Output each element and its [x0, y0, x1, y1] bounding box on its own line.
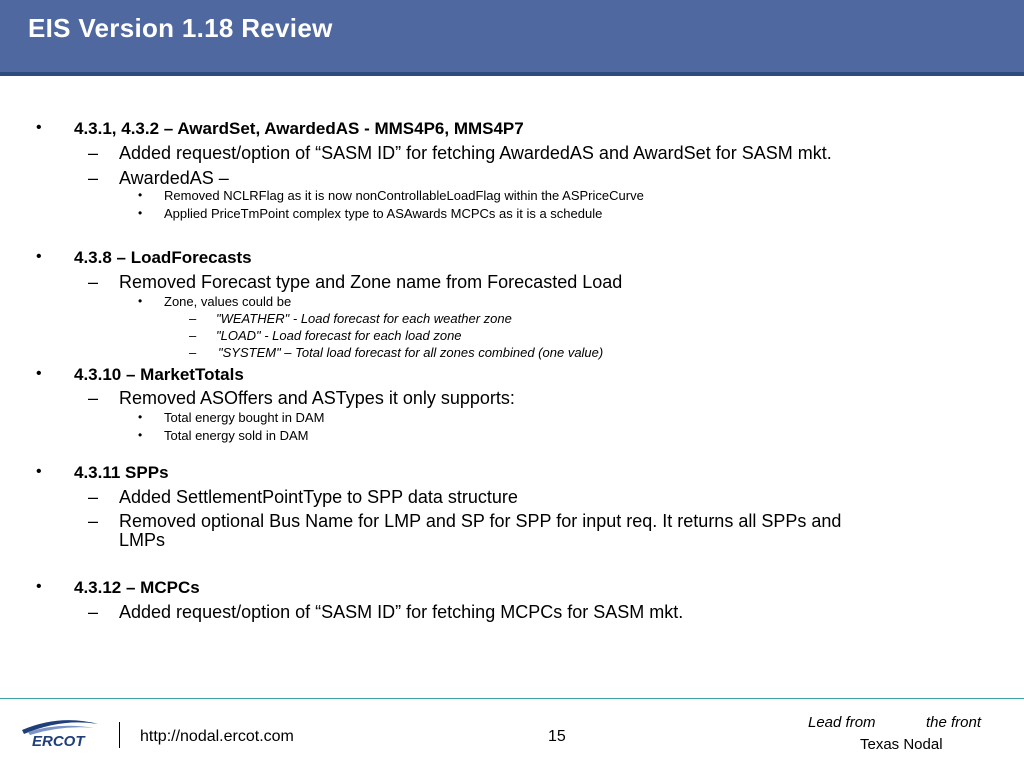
footer-url-link[interactable]: http://nodal.ercot.com: [140, 728, 294, 745]
list-item: Removed ASOffers and ASTypes it only supports:: [119, 388, 515, 408]
ercot-logo: [18, 712, 102, 752]
dash-marker: –: [88, 168, 99, 188]
tagline-left: Lead from: [808, 714, 876, 731]
bullet-marker: •: [36, 365, 42, 382]
dash-marker: –: [88, 272, 99, 292]
bullet-marker: •: [36, 578, 42, 595]
list-item: Removed Forecast type and Zone name from Forecasted Load: [119, 272, 623, 292]
bullet-marker: •: [138, 188, 143, 202]
dash-marker: –: [88, 388, 99, 408]
dash-marker: –: [88, 487, 99, 507]
list-item: Added request/option of “SASM ID” for fetching AwardedAS and AwardSet for SASM mkt.: [119, 143, 832, 163]
bullet-marker: •: [36, 463, 42, 480]
section-heading-5: 4.3.12 – MCPCs: [74, 578, 200, 597]
list-item: Total energy bought in DAM: [164, 410, 325, 425]
section-heading-2: 4.3.8 – LoadForecasts: [74, 248, 252, 267]
title-bar: [0, 0, 1024, 76]
logo-text: ERCOT: [32, 733, 85, 750]
list-item: Total energy sold in DAM: [164, 428, 309, 443]
bullet-marker: •: [138, 206, 143, 220]
list-item: "WEATHER" - Load forecast for each weather zone: [216, 311, 512, 326]
footer-separator: [119, 722, 120, 748]
dash-marker: –: [88, 602, 99, 622]
list-item-continuation: LMPs: [119, 530, 166, 550]
section-heading-3: 4.3.10 – MarketTotals: [74, 365, 244, 384]
footer-divider: [0, 698, 1024, 699]
list-item: Removed optional Bus Name for LMP and SP for SPP for input req. It returns all SPPs and: [119, 511, 842, 531]
list-item: Added SettlementPointType to SPP data structure: [119, 487, 518, 507]
dash-marker: –: [88, 511, 99, 531]
page-number: 15: [548, 728, 566, 745]
bullet-marker: •: [138, 410, 143, 424]
section-heading-1: 4.3.1, 4.3.2 – AwardSet, AwardedAS - MMS4P6, MMS4P7: [74, 119, 524, 138]
dash-marker: –: [189, 328, 197, 343]
page-title: EIS Version 1.18 Review: [28, 13, 333, 43]
bullet-marker: •: [138, 294, 143, 308]
list-item: "LOAD" - Load forecast for each load zone: [216, 328, 462, 343]
list-item: Zone, values could be: [164, 294, 292, 309]
dash-marker: –: [88, 143, 99, 163]
list-item: Removed NCLRFlag as it is now nonControllableLoadFlag within the ASPriceCurve: [164, 188, 644, 203]
list-item: AwardedAS –: [119, 168, 229, 188]
section-heading-4: 4.3.11 SPPs: [74, 463, 169, 482]
tagline-right: the front: [926, 714, 982, 731]
bullet-marker: •: [36, 248, 42, 265]
dash-marker: –: [189, 345, 197, 360]
list-item: Added request/option of “SASM ID” for fetching MCPCs for SASM mkt.: [119, 602, 684, 622]
bullet-marker: •: [138, 428, 143, 442]
tagline-bottom: Texas Nodal: [860, 736, 943, 753]
list-item: Applied PriceTmPoint complex type to ASAwards MCPCs as it is a schedule: [164, 206, 603, 221]
dash-marker: –: [189, 311, 197, 326]
list-item: "SYSTEM" – Total load forecast for all zones combined (one value): [218, 345, 604, 360]
bullet-marker: •: [36, 119, 42, 136]
